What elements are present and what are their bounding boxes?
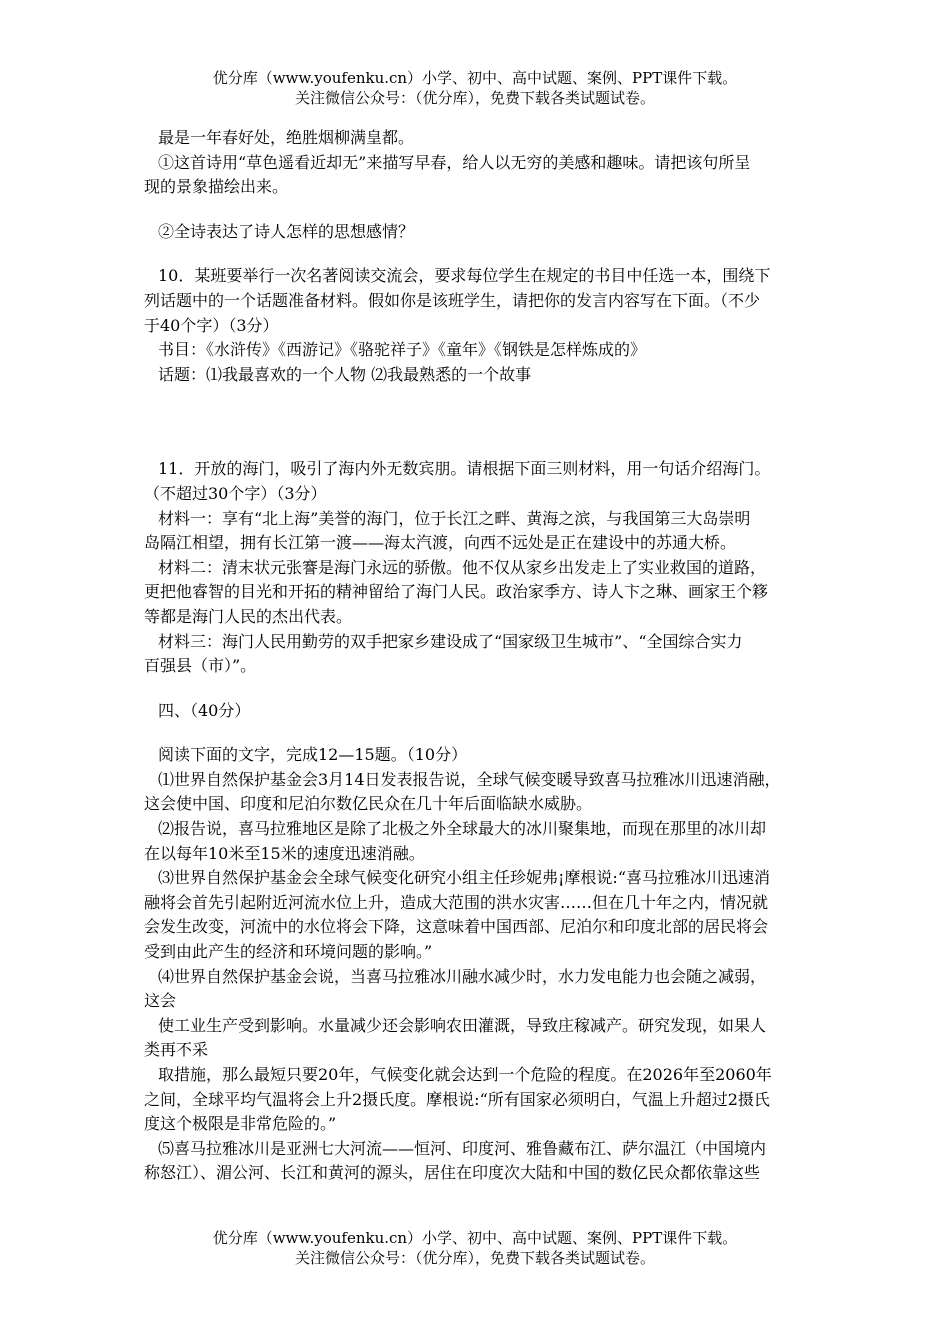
paragraph-2: ⑵报告说，喜马拉雅地区是除了北极之外全球最大的冰川聚集地，而现在那里的冰川却: [158, 819, 767, 839]
paragraph-3: ⑶世界自然保护基金会全球气候变化研究小组主任珍妮弗¡摩根说:“喜马拉雅冰川迅速消: [158, 868, 771, 888]
paragraph-1-cont: 这会使中国、印度和尼泊尔数亿民众在几十年后面临缺水威胁。: [144, 794, 593, 814]
question-11: 11．开放的海门，吸引了海内外无数宾朋。请根据下面三则材料，用一句话介绍海门。: [158, 459, 771, 479]
reading-instruction: 阅读下面的文字，完成12—15题。（10分）: [158, 745, 468, 765]
question-10: 10．某班要举行一次名著阅读交流会，要求每位学生在规定的书目中任选一本，围绕下: [158, 266, 771, 286]
paragraph-4-cont: 使工业生产受到影响。水量减少还会影响农田灌溉，导致庄稼减产。研究发现，如果人: [158, 1015, 767, 1035]
question-10-cont: 于40个字）（3分）: [144, 315, 279, 335]
question-11-cont: （不超过30个字）（3分）: [144, 483, 327, 503]
paragraph-3-cont: 会发生改变，河流中的水位将会下降，这意味着中国西部、尼泊尔和印度北部的居民将会: [144, 917, 769, 937]
topic-list: 话题：⑴我最喜欢的一个人物 ⑵我最熟悉的一个故事: [158, 364, 532, 384]
document-body: [144, 126, 814, 1186]
paragraph-4: ⑷世界自然保护基金会说，当喜马拉雅冰川融水减少时，水力发电能力也会随之减弱，: [158, 966, 767, 986]
header-line-2: 关注微信公众号：（优分库），免费下载各类试题试卷。: [294, 89, 655, 107]
section-4-heading: 四、（40分）: [158, 700, 251, 720]
poem-line: 最是一年春好处，绝胜烟柳满皇都。: [158, 128, 415, 147]
paragraph-1: ⑴世界自然保护基金会3月14日发表报告说，全球气候变暖导致喜马拉雅冰川迅速消融，: [158, 769, 781, 789]
question-9-2: ②全诗表达了诗人怎样的思想感情？: [158, 221, 415, 241]
footer-line-1: 优分库（www.youfenku.cn）小学、初中、高中试题、案例、PPT课件下载。: [212, 1229, 738, 1247]
paragraph-3-cont: 融将会首先引起附近河流水位上升，造成大范围的洪水灾害……但在几十年之内，情况就: [144, 892, 769, 912]
book-list: 书目：《水浒传》《西游记》《骆驼祥子》《童年》《钢铁是怎样炼成的》: [158, 340, 647, 360]
paragraph-4-cont: 度这个极限是非常危险的。”: [144, 1114, 337, 1134]
paragraph-3-cont: 受到由此产生的经济和环境问题的影响。”: [144, 942, 433, 962]
material-2: 材料二：清末状元张謇是海门永远的骄傲。他不仅从家乡出发走上了实业救国的道路，: [158, 557, 767, 577]
question-10-cont: 列话题中的一个话题准备材料。假如你是该班学生，请把你的发言内容写在下面。（不少: [144, 290, 761, 310]
material-2-cont: 更把他睿智的目光和开拓的精神留给了海门人民。政治家季方、诗人卞之琳、画家王个簃: [144, 582, 769, 602]
paragraph-4-cont: 之间，全球平均气温将会上升2摄氏度。摩根说:“所有国家必须明白，气温上升超过2摄氏: [144, 1089, 770, 1109]
question-9-1: ①这首诗用“草色遥看近却无”来描写早春，给人以无穷的美感和趣味。请把该句所呈: [158, 152, 751, 172]
page-footer: [0, 1228, 950, 1268]
footer-line-2: 关注微信公众号：（优分库），免费下载各类试题试卷。: [294, 1249, 655, 1267]
question-9-1-cont: 现的景象描绘出来。: [144, 177, 289, 197]
material-1-cont: 岛隔江相望，拥有长江第一渡——海太汽渡，向西不远处是正在建设中的苏通大桥。: [144, 533, 737, 553]
page-header: [0, 68, 950, 108]
material-1: 材料一：享有“北上海”美誉的海门，位于长江之畔、黄海之滨，与我国第三大岛崇明: [158, 508, 751, 528]
material-3-cont: 百强县（市）”。: [144, 656, 257, 676]
material-2-cont: 等都是海门人民的杰出代表。: [144, 606, 353, 626]
paragraph-4-cont: 取措施，那么最短只要20年，气候变化就会达到一个危险的程度。在2026年至2060年: [158, 1065, 772, 1084]
header-line-1: 优分库（www.youfenku.cn）小学、初中、高中试题、案例、PPT课件下载。: [212, 69, 738, 87]
paragraph-5-cont: 称怒江）、湄公河、长江和黄河的源头，居住在印度次大陆和中国的数亿民众都依靠这些: [144, 1163, 761, 1183]
paragraph-4-cont: 类再不采: [144, 1040, 209, 1060]
paragraph-5: ⑸喜马拉雅冰川是亚洲七大河流——恒河、印度河、雅鲁藏布江、萨尔温江（中国境内: [158, 1138, 767, 1158]
paragraph-4-cont: 这会: [144, 991, 177, 1011]
material-3: 材料三：海门人民用勤劳的双手把家乡建设成了“国家级卫生城市”、“全国综合实力: [158, 631, 743, 651]
paragraph-2-cont: 在以每年10米至15米的速度迅速消融。: [144, 843, 425, 863]
